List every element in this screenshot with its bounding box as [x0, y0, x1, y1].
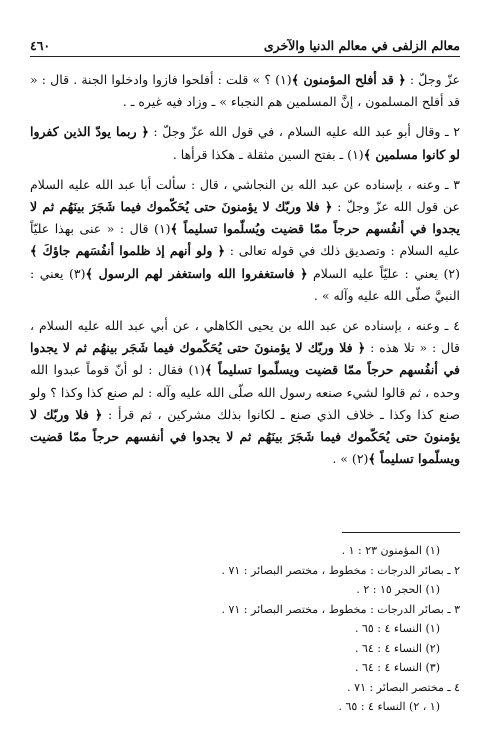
quran-quote: ﴿ ربما يودّ الذين كفروا لو كانوا مسلمين ﴾: [30, 124, 460, 162]
paragraph-3-text-1: ٣ ـ وعنه ، بإسناده عن عبد الله بن النجاشي ، قال : سألت أبا عبد الله عليه السلام عن قول الله عزّ وجلّ :: [30, 176, 461, 215]
footnote-line: (١ ، ٢) النساء ٤ : ٦٥ .: [338, 700, 440, 713]
quran-quote: ﴿ قد أفلح المؤمنون ﴾: [291, 72, 406, 87]
footnote-source-line: ٢ ـ بصائر الدرجات : مخطوط ، مختصر البصائر : ٧١ .: [221, 563, 460, 577]
running-title: معالم الزلفى في معالم الدنيا والآخرى: [263, 38, 460, 53]
footnotes: [30, 532, 460, 717]
quran-quote: ﴿ فاستغفروا الله واستغفر لهم الرسول ﴾: [85, 265, 308, 281]
footnote-line: (٢) النساء ٤ : ٦٤ .: [354, 641, 440, 655]
footnote-line: (١) المؤمنون ٢٣ : ١ .: [341, 544, 440, 557]
paragraph-1-text-2: (١) ؟ » قلت : أفلحوا فازوا وادخلوا الجنة . قال : « قد أفلح المسلمون ، إنَّ المسلمين هم النجباء » ـ وزاد فيه غيره ـ .: [30, 72, 460, 110]
quran-quote: ﴿ فلا وربّك لا يؤمنونَ حتى يُحَكّموك فيما شَجَرَ بينَهُم ثم لا يجدوا في أنفُسهم حرجاً ممّا قضيت ويُسلّموا تسليماً ﴾: [30, 199, 461, 237]
footnote-line: (١) النساء ٤ : ٦٥ .: [354, 622, 440, 635]
paragraph-2: [30, 121, 460, 165]
body-text: [30, 69, 460, 470]
footnote-source-line: ٣ ـ بصائر الدرجات : مخطوط ، مختصر البصائر : ٧١ .: [221, 602, 460, 616]
footnote-line: (٣) النساء ٤ : ٦٤ .: [354, 661, 440, 674]
paragraph-3: [30, 174, 460, 307]
page-number: ٤٦٠: [30, 38, 51, 53]
paragraph-4-text-3: (٢) » .: [332, 451, 369, 467]
running-head: [30, 36, 460, 57]
quran-quote: ﴿ ولو أنهم إذ ظلموا أنفُسَهم جاؤكَ ﴾: [30, 243, 225, 259]
paragraph-2-text-2: (١) ـ بفتح السين مثقلة ـ هكذا قرأها .: [172, 146, 364, 162]
paragraph-3-text-4: (٣) يعني : النبيَّ صلّى الله عليه وآله » .: [30, 265, 460, 303]
paragraph-2-text-1: ٢ ـ وقال أبو عبد الله عليه السلام ، في قول الله عزّ وجلّ :: [148, 124, 460, 140]
paragraph-1: [30, 69, 460, 113]
paragraph-4-text-1: ٤ ـ وعنه ، بإسناده عن عبد الله بن يحيى الكاهلي ، عن أبي عبد الله عليه السلام ، قال : « تلا هذه :: [30, 318, 460, 356]
paragraph-3-text-2: (١) قال : « عنى بهذا عليّاً عليه السلام : وتصديق ذلك في قوله تعالى :: [30, 221, 460, 259]
book-page: [30, 36, 460, 716]
footnote-source-line: ٤ ـ مختصر البصائر : ٧١ .: [347, 680, 460, 694]
paragraph-3-text-3: (٢) يعني : عليّاً عليه السلام: [307, 265, 460, 281]
quran-quote: ﴿ فلا وربّك لا يؤمنونَ حتى يُحَكّموك فيما شَجَر بينهُم ثم لا يجدوا في أنفُسهم حرجاً ممّا قضيت ويسلّموا تسليماً ﴾: [30, 340, 460, 378]
paragraph-1-text-1: عزّ وجلّ :: [405, 72, 461, 87]
paragraph-4: [30, 315, 460, 470]
footnote-line: (١) الحجر ١٥ : ٢ .: [356, 583, 440, 596]
quran-quote: ﴿ فلا وربّك لا يؤمنونَ حتى يُحَكّموك فيما شَجَرَ بينَهُم ثم لا يجدوا في أنفسهم حرجاً ممّا قضيت ويسلّموا تسليماً ﴾: [30, 406, 460, 467]
footnote-divider: [342, 532, 460, 533]
paragraph-4-text-2: (١) فقال : لو أنّ قوماً عبدوا الله وحده ، ثم قالوا لشيء صنعه رسول الله صلّى الله عليه وآله : لم صنع كذا وكذا ؟ ولو صنع كذا وكذا ـ خلاف الذي صنع ـ لكانوا بذلك مشركين ، ثم قرأ :: [30, 362, 460, 422]
